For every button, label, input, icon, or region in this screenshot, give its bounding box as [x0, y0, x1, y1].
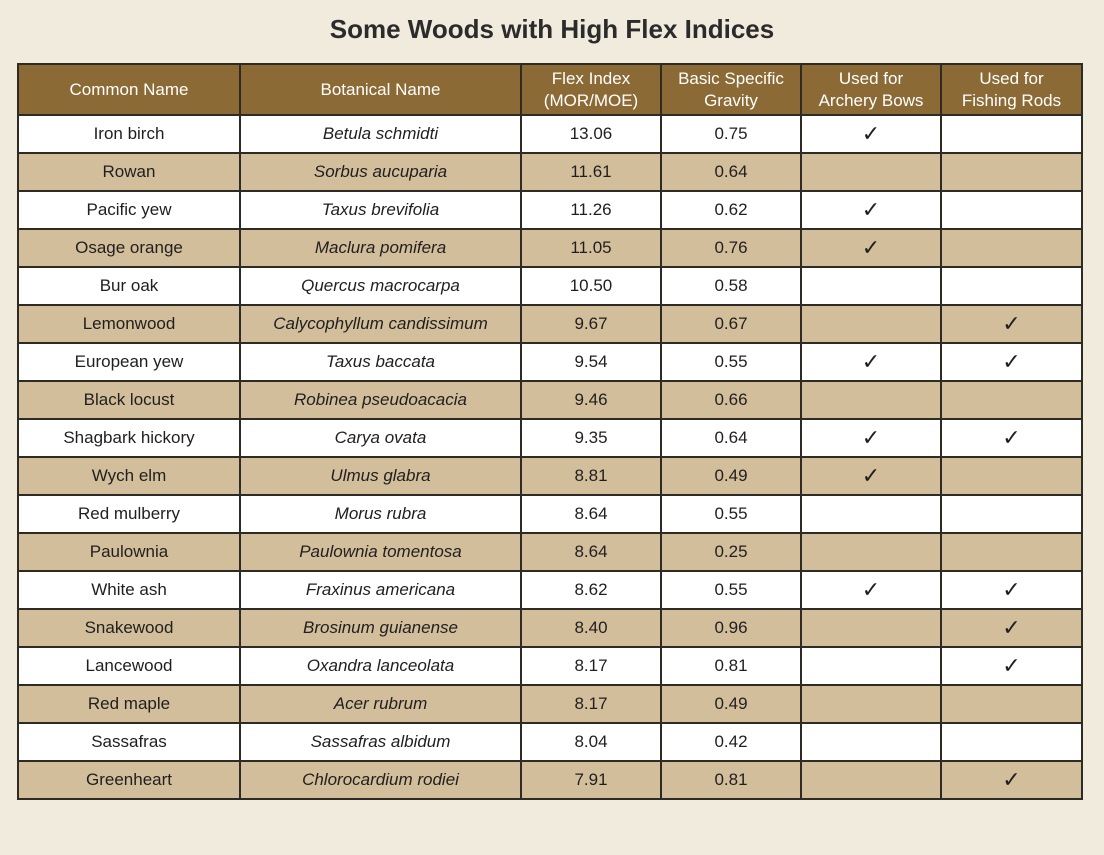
- fishing-rods-cell: [941, 229, 1082, 267]
- common-name-cell: Sassafras: [18, 723, 240, 761]
- botanical-name-cell: Sassafras albidum: [240, 723, 521, 761]
- check-mark-icon: ✓: [1002, 615, 1021, 640]
- flex-index-cell: 8.64: [521, 533, 661, 571]
- column-header-botanical-name: [240, 64, 521, 115]
- fishing-rods-cell: [941, 609, 1082, 647]
- botanical-name-cell: Taxus baccata: [240, 343, 521, 381]
- column-header-fishing-rods: [941, 64, 1082, 115]
- fishing-rods-cell: [941, 761, 1082, 799]
- archery-bows-cell: [801, 571, 941, 609]
- table-row: [18, 343, 1082, 381]
- specific-gravity-cell: 0.49: [661, 685, 801, 723]
- check-mark-icon: ✓: [1002, 311, 1021, 336]
- specific-gravity-cell: 0.81: [661, 761, 801, 799]
- table-header: [18, 64, 1082, 115]
- fishing-rods-cell: [941, 153, 1082, 191]
- check-mark-icon: ✓: [1002, 577, 1021, 602]
- fishing-rods-cell: [941, 419, 1082, 457]
- archery-bows-cell: [801, 723, 941, 761]
- fishing-rods-cell: [941, 115, 1082, 153]
- fishing-rods-cell: [941, 647, 1082, 685]
- specific-gravity-cell: 0.64: [661, 153, 801, 191]
- common-name-cell: Greenheart: [18, 761, 240, 799]
- common-name-cell: European yew: [18, 343, 240, 381]
- flex-index-cell: 8.17: [521, 647, 661, 685]
- botanical-name-cell: Quercus macrocarpa: [240, 267, 521, 305]
- botanical-name-cell: Carya ovata: [240, 419, 521, 457]
- archery-bows-cell: [801, 305, 941, 343]
- archery-bows-cell: [801, 267, 941, 305]
- common-name-cell: Lemonwood: [18, 305, 240, 343]
- flex-index-cell: 8.40: [521, 609, 661, 647]
- flex-index-cell: 11.26: [521, 191, 661, 229]
- specific-gravity-cell: 0.76: [661, 229, 801, 267]
- common-name-cell: Paulownia: [18, 533, 240, 571]
- table-row: [18, 305, 1082, 343]
- botanical-name-cell: Calycophyllum candissimum: [240, 305, 521, 343]
- fishing-rods-cell: [941, 571, 1082, 609]
- specific-gravity-cell: 0.55: [661, 495, 801, 533]
- column-header-text: Used for: [979, 68, 1044, 88]
- specific-gravity-cell: 0.55: [661, 571, 801, 609]
- fishing-rods-cell: [941, 723, 1082, 761]
- column-header-common-name: [18, 64, 240, 115]
- common-name-cell: White ash: [18, 571, 240, 609]
- archery-bows-cell: [801, 457, 941, 495]
- flex-index-cell: 8.17: [521, 685, 661, 723]
- check-mark-icon: ✓: [861, 425, 881, 450]
- common-name-cell: Red mulberry: [18, 495, 240, 533]
- check-mark-icon: ✓: [861, 463, 881, 488]
- check-mark-icon: ✓: [861, 349, 881, 374]
- fishing-rods-cell: [941, 533, 1082, 571]
- table-body: [18, 115, 1082, 799]
- check-mark-icon: ✓: [1002, 653, 1021, 678]
- common-name-cell: Pacific yew: [18, 191, 240, 229]
- page-title: Some Woods with High Flex Indices: [329, 14, 775, 44]
- fishing-rods-cell: [941, 305, 1082, 343]
- common-name-cell: Red maple: [18, 685, 240, 723]
- table-row: [18, 533, 1082, 571]
- archery-bows-cell: [801, 761, 941, 799]
- archery-bows-cell: [801, 533, 941, 571]
- table-row: [18, 495, 1082, 533]
- column-header-text: Basic Specific: [678, 68, 784, 88]
- column-header-text: Used for: [838, 68, 904, 88]
- check-mark-icon: ✓: [861, 235, 881, 260]
- check-mark-icon: ✓: [861, 577, 881, 602]
- table-row: [18, 761, 1082, 799]
- column-header-text: (MOR/MOE): [543, 90, 639, 110]
- botanical-name-cell: Chlorocardium rodiei: [240, 761, 521, 799]
- flex-index-cell: 8.04: [521, 723, 661, 761]
- table-row: [18, 381, 1082, 419]
- flex-index-cell: 11.05: [521, 229, 661, 267]
- check-mark-icon: ✓: [861, 197, 881, 222]
- flex-index-cell: 9.54: [521, 343, 661, 381]
- archery-bows-cell: [801, 153, 941, 191]
- specific-gravity-cell: 0.49: [661, 457, 801, 495]
- archery-bows-cell: [801, 419, 941, 457]
- column-header-text: Flex Index: [551, 68, 631, 88]
- fishing-rods-cell: [941, 191, 1082, 229]
- archery-bows-cell: [801, 381, 941, 419]
- fishing-rods-cell: [941, 381, 1082, 419]
- fishing-rods-cell: [941, 685, 1082, 723]
- check-mark-icon: ✓: [861, 121, 881, 146]
- check-mark-icon: ✓: [1002, 425, 1021, 450]
- flex-index-cell: 13.06: [521, 115, 661, 153]
- botanical-name-cell: Taxus brevifolia: [240, 191, 521, 229]
- column-header-archery-bows: [801, 64, 941, 115]
- column-header-text: Botanical Name: [320, 79, 441, 99]
- common-name-cell: Bur oak: [18, 267, 240, 305]
- header-row: [18, 64, 1082, 115]
- column-header-specific-gravity: [661, 64, 801, 115]
- fishing-rods-cell: [941, 495, 1082, 533]
- table-row: [18, 267, 1082, 305]
- specific-gravity-cell: 0.66: [661, 381, 801, 419]
- archery-bows-cell: [801, 495, 941, 533]
- column-header-flex-index: [521, 64, 661, 115]
- table-row: [18, 571, 1082, 609]
- archery-bows-cell: [801, 685, 941, 723]
- specific-gravity-cell: 0.81: [661, 647, 801, 685]
- botanical-name-cell: Oxandra lanceolata: [240, 647, 521, 685]
- specific-gravity-cell: 0.58: [661, 267, 801, 305]
- common-name-cell: Snakewood: [18, 609, 240, 647]
- flex-index-cell: 10.50: [521, 267, 661, 305]
- archery-bows-cell: [801, 609, 941, 647]
- archery-bows-cell: [801, 115, 941, 153]
- common-name-cell: Lancewood: [18, 647, 240, 685]
- specific-gravity-cell: 0.62: [661, 191, 801, 229]
- archery-bows-cell: [801, 229, 941, 267]
- table-row: [18, 647, 1082, 685]
- botanical-name-cell: Sorbus aucuparia: [240, 153, 521, 191]
- flex-index-cell: 9.67: [521, 305, 661, 343]
- column-header-text: Archery Bows: [818, 90, 924, 110]
- archery-bows-cell: [801, 647, 941, 685]
- specific-gravity-cell: 0.55: [661, 343, 801, 381]
- flex-index-cell: 9.35: [521, 419, 661, 457]
- flex-index-cell: 9.46: [521, 381, 661, 419]
- common-name-cell: Iron birch: [18, 115, 240, 153]
- botanical-name-cell: Ulmus glabra: [240, 457, 521, 495]
- botanical-name-cell: Paulownia tomentosa: [240, 533, 521, 571]
- specific-gravity-cell: 0.96: [661, 609, 801, 647]
- specific-gravity-cell: 0.25: [661, 533, 801, 571]
- fishing-rods-cell: [941, 267, 1082, 305]
- common-name-cell: Wych elm: [18, 457, 240, 495]
- botanical-name-cell: Brosinum guianense: [240, 609, 521, 647]
- specific-gravity-cell: 0.75: [661, 115, 801, 153]
- fishing-rods-cell: [941, 343, 1082, 381]
- flex-index-cell: 7.91: [521, 761, 661, 799]
- table-row: [18, 457, 1082, 495]
- table-row: [18, 723, 1082, 761]
- botanical-name-cell: Morus rubra: [240, 495, 521, 533]
- common-name-cell: Black locust: [18, 381, 240, 419]
- botanical-name-cell: Fraxinus americana: [240, 571, 521, 609]
- column-header-text: Common Name: [69, 79, 189, 99]
- flex-index-cell: 8.62: [521, 571, 661, 609]
- botanical-name-cell: Acer rubrum: [240, 685, 521, 723]
- column-header-text: Fishing Rods: [961, 90, 1062, 110]
- woods-table: [17, 63, 1083, 800]
- specific-gravity-cell: 0.42: [661, 723, 801, 761]
- flex-index-cell: 11.61: [521, 153, 661, 191]
- specific-gravity-cell: 0.64: [661, 419, 801, 457]
- botanical-name-cell: Maclura pomifera: [240, 229, 521, 267]
- botanical-name-cell: Betula schmidti: [240, 115, 521, 153]
- common-name-cell: Shagbark hickory: [18, 419, 240, 457]
- specific-gravity-cell: 0.67: [661, 305, 801, 343]
- archery-bows-cell: [801, 191, 941, 229]
- table-row: [18, 115, 1082, 153]
- common-name-cell: Rowan: [18, 153, 240, 191]
- flex-index-cell: 8.81: [521, 457, 661, 495]
- column-header-text: Gravity: [704, 90, 758, 110]
- table-row: [18, 153, 1082, 191]
- check-mark-icon: ✓: [1002, 767, 1021, 792]
- archery-bows-cell: [801, 343, 941, 381]
- table-row: [18, 419, 1082, 457]
- table-row: [18, 191, 1082, 229]
- table-row: [18, 229, 1082, 267]
- table-row: [18, 609, 1082, 647]
- table-row: [18, 685, 1082, 723]
- common-name-cell: Osage orange: [18, 229, 240, 267]
- check-mark-icon: ✓: [1002, 349, 1021, 374]
- fishing-rods-cell: [941, 457, 1082, 495]
- botanical-name-cell: Robinea pseudoacacia: [240, 381, 521, 419]
- flex-index-cell: 8.64: [521, 495, 661, 533]
